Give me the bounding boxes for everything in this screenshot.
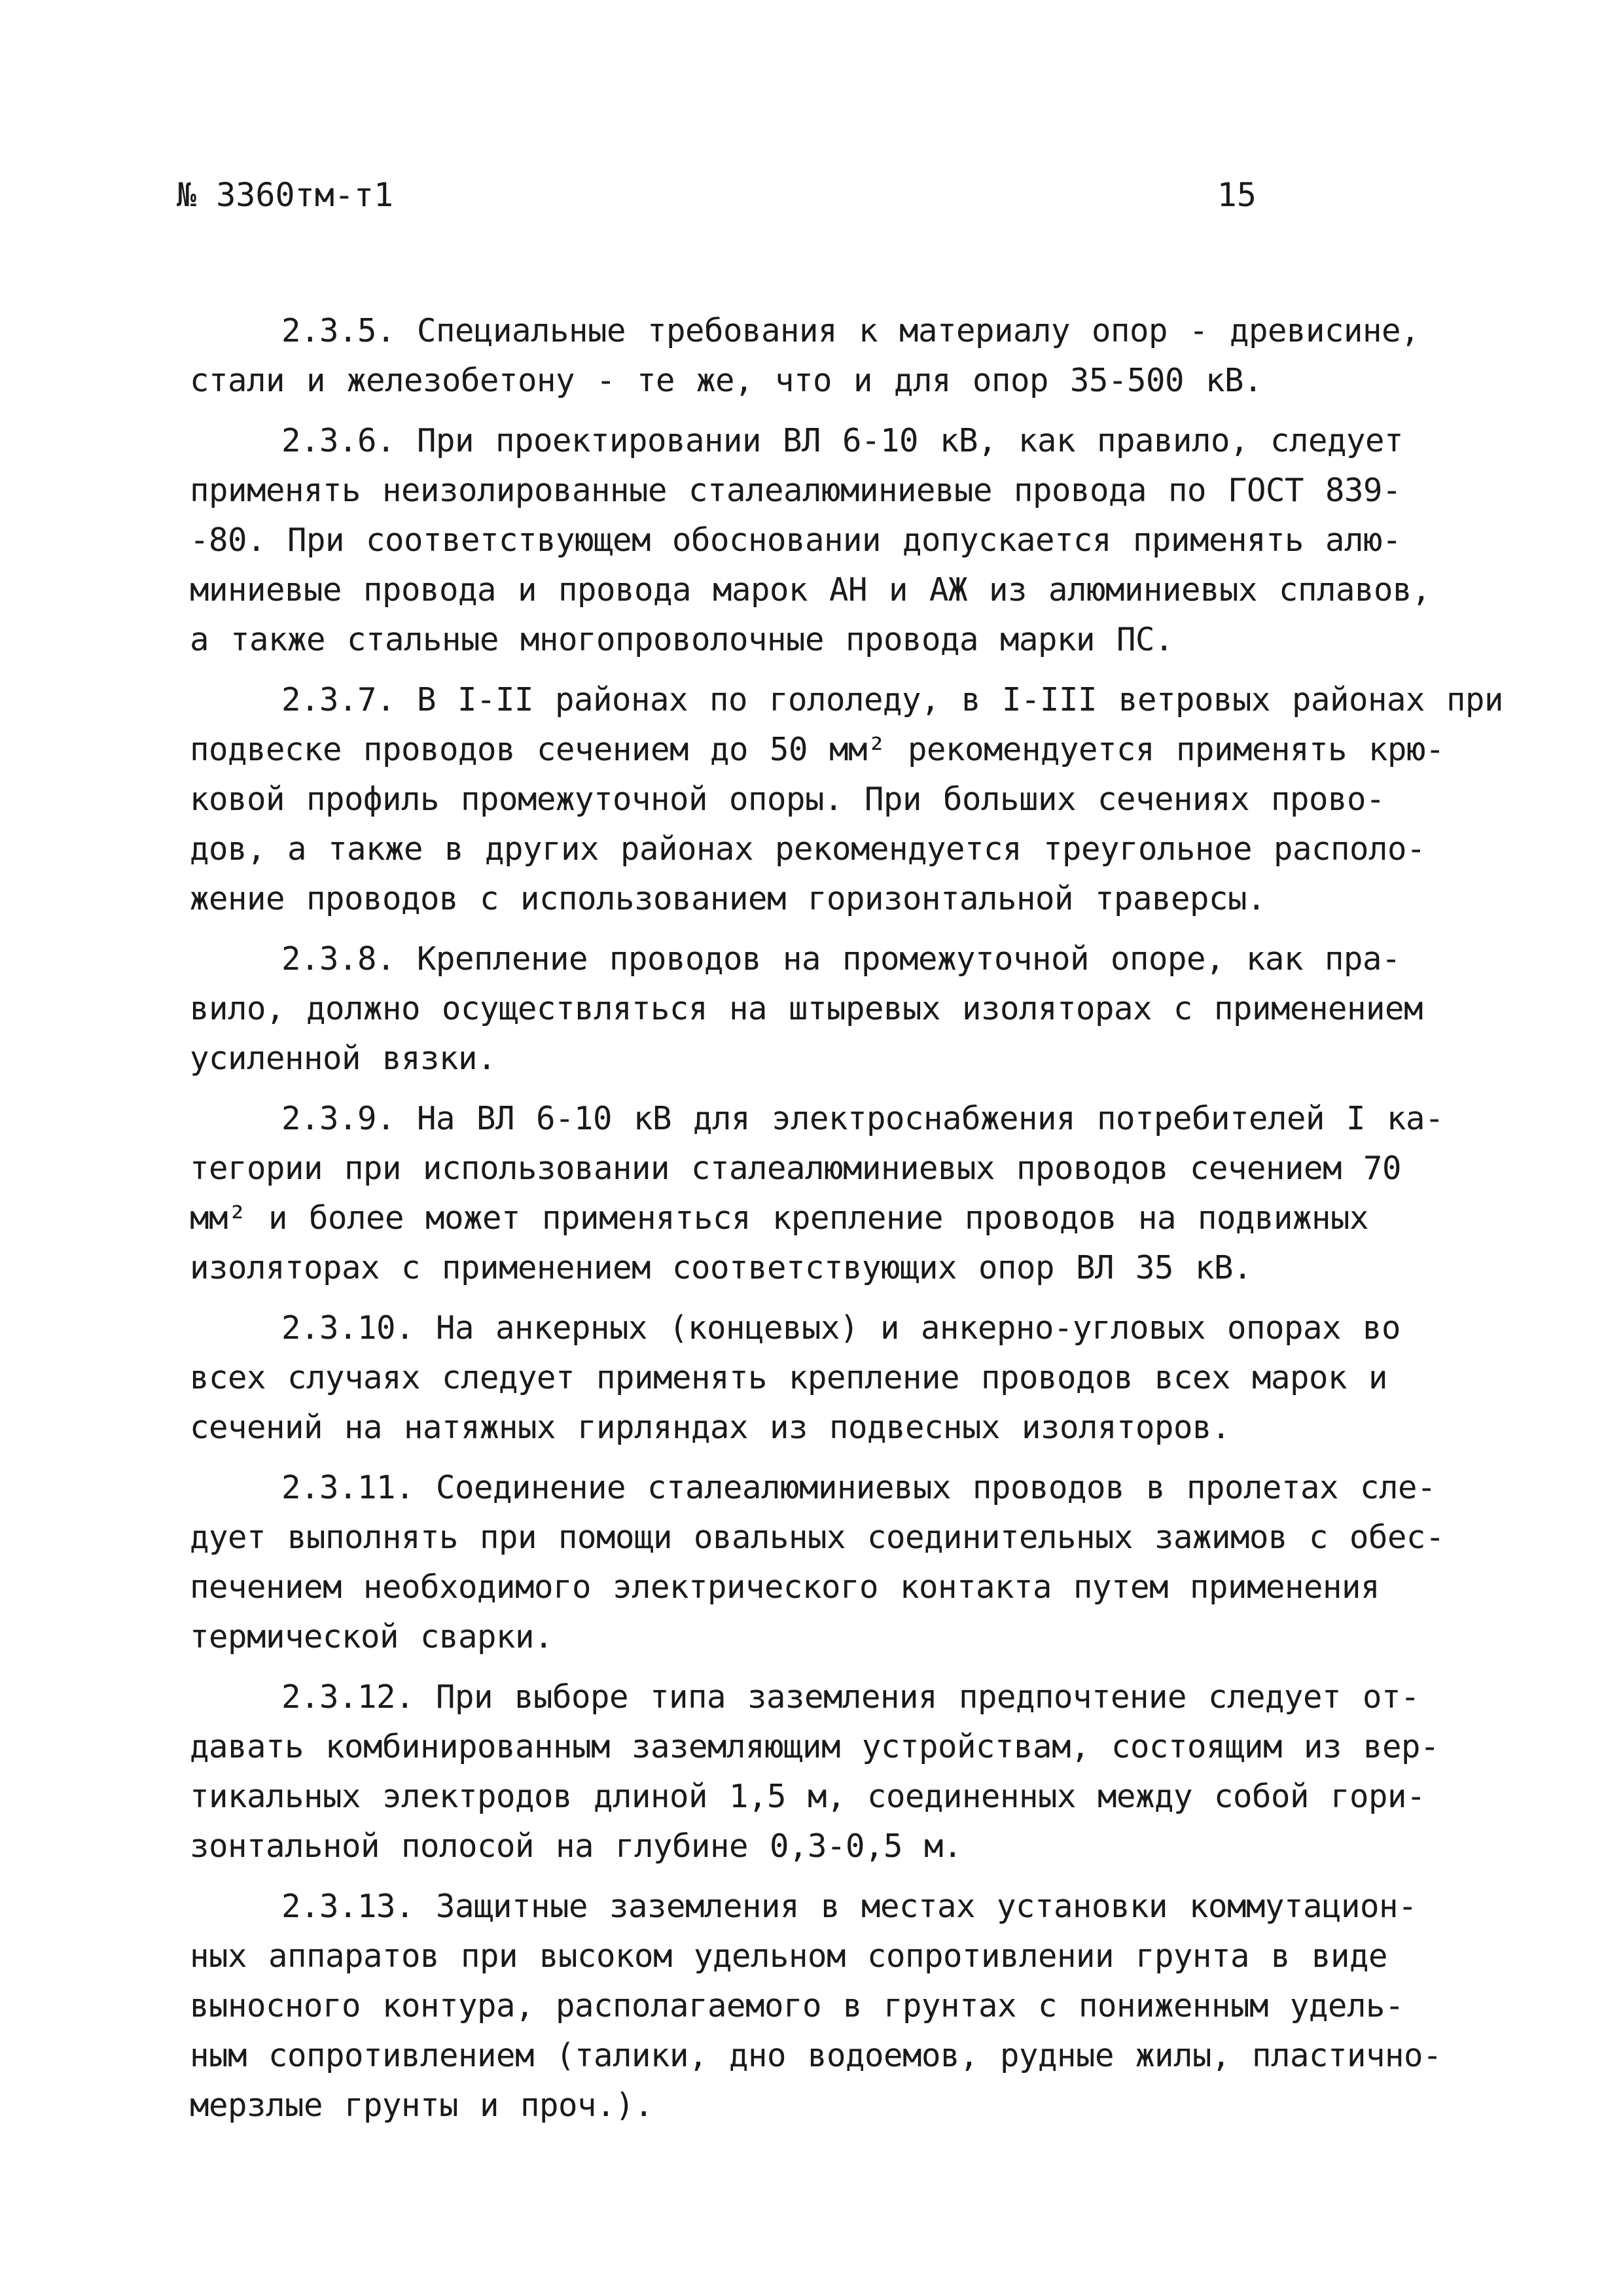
text-line: 2.3.12. При выборе типа заземления предпочтение следует от- xyxy=(281,1678,1420,1716)
text-line: мерзлые грунты и проч.). xyxy=(190,2087,654,2124)
text-line: -80. При соответствующем обосновании допускается применять алю- xyxy=(190,521,1402,559)
paragraph xyxy=(190,306,1427,406)
text-line: сечений на натяжных гирляндах из подвесных изоляторов. xyxy=(190,1409,1231,1446)
text-line: применять неизолированные сталеалюминиевые провода по ГОСТ 839- xyxy=(190,472,1402,509)
text-line: 2.3.6. При проектировании ВЛ 6-10 кВ, как правило, следует xyxy=(281,422,1404,459)
paragraph xyxy=(190,1882,1442,2130)
text-line: 2.3.8. Крепление проводов на промежуточной опоре, как пра- xyxy=(281,940,1401,978)
text-line: ковой профиль промежуточной опоры. При больших сечениях прово- xyxy=(190,781,1385,818)
text-line: выносного контура, располагаемого в грунтах с пониженным удель- xyxy=(190,1987,1404,2024)
text-line: тикальных электродов длиной 1,5 м, соединенных между собой гори- xyxy=(190,1778,1426,1815)
text-line: 2.3.7. В I-II районах по гололеду, в I-III ветровых районах при xyxy=(281,681,1504,718)
text-line: 2.3.11. Соединение сталеалюминиевых проводов в пролетах сле- xyxy=(281,1469,1436,1506)
paragraph xyxy=(190,675,1504,924)
text-line: вило, должно осуществляться на штыревых изоляторах с применением xyxy=(190,990,1423,1027)
text-line: усиленной вязки. xyxy=(190,1040,497,1077)
text-line: ных аппаратов при высоком удельном сопротивлении грунта в виде xyxy=(190,1937,1388,1975)
document-body xyxy=(190,306,1504,2141)
text-line: дует выполнять при помощи овальных соединительных зажимов с обес- xyxy=(190,1519,1445,1556)
text-line: жение проводов с использованием горизонтальной траверсы. xyxy=(190,880,1266,917)
text-line: подвеске проводов сечением до 50 мм² рекомендуется применять крю- xyxy=(190,731,1445,768)
page-number: 15 xyxy=(1217,176,1257,214)
text-line: 2.3.10. На анкерных (концевых) и анкерно-угловых опорах во xyxy=(281,1309,1401,1347)
text-line: 2.3.9. На ВЛ 6-10 кВ для электроснабжения потребителей I ка- xyxy=(281,1100,1444,1137)
text-line: изоляторах с применением соответствующих опор ВЛ 35 кВ. xyxy=(190,1249,1253,1286)
paragraph xyxy=(190,1094,1444,1293)
text-line: зонтальной полосой на глубине 0,3-0,5 м. xyxy=(190,1828,963,1865)
paragraph xyxy=(190,1463,1445,1662)
paragraph xyxy=(190,1672,1440,1871)
paragraph xyxy=(190,1303,1427,1453)
text-line: а также стальные многопроволочные провода марки ПС. xyxy=(190,621,1174,658)
text-line: давать комбинированным заземляющим устройствам, состоящим из вер- xyxy=(190,1728,1440,1765)
text-line: дов, а также в других районах рекомендуется треугольное располо- xyxy=(190,830,1426,868)
paragraph xyxy=(190,934,1427,1084)
text-line: мм² и более может применяться крепление проводов на подвижных xyxy=(190,1199,1369,1237)
paragraph xyxy=(190,416,1431,665)
document-number: № 3360тм-т1 xyxy=(177,176,394,214)
text-line: печением необходимого электрического контакта путем применения xyxy=(190,1568,1380,1606)
text-line: 2.3.5. Специальные требования к материалу опор - древисине, xyxy=(281,312,1420,349)
text-line: миниевые провода и провода марок АН и АЖ из алюминиевых сплавов, xyxy=(190,571,1431,609)
text-line: 2.3.13. Защитные заземления в местах установки коммутацион- xyxy=(281,1888,1418,1925)
text-line: всех случаях следует применять крепление проводов всех марок и xyxy=(190,1359,1388,1396)
text-line: стали и железобетону - те же, что и для опор 35-500 кВ. xyxy=(190,362,1263,399)
text-line: ным сопротивлением (талики, дно водоемов, рудные жилы, пластично- xyxy=(190,2037,1442,2074)
text-line: термической сварки. xyxy=(190,1618,554,1655)
page-header xyxy=(170,169,1257,221)
text-line: тегории при использовании сталеалюминиевых проводов сечением 70 xyxy=(190,1150,1402,1187)
